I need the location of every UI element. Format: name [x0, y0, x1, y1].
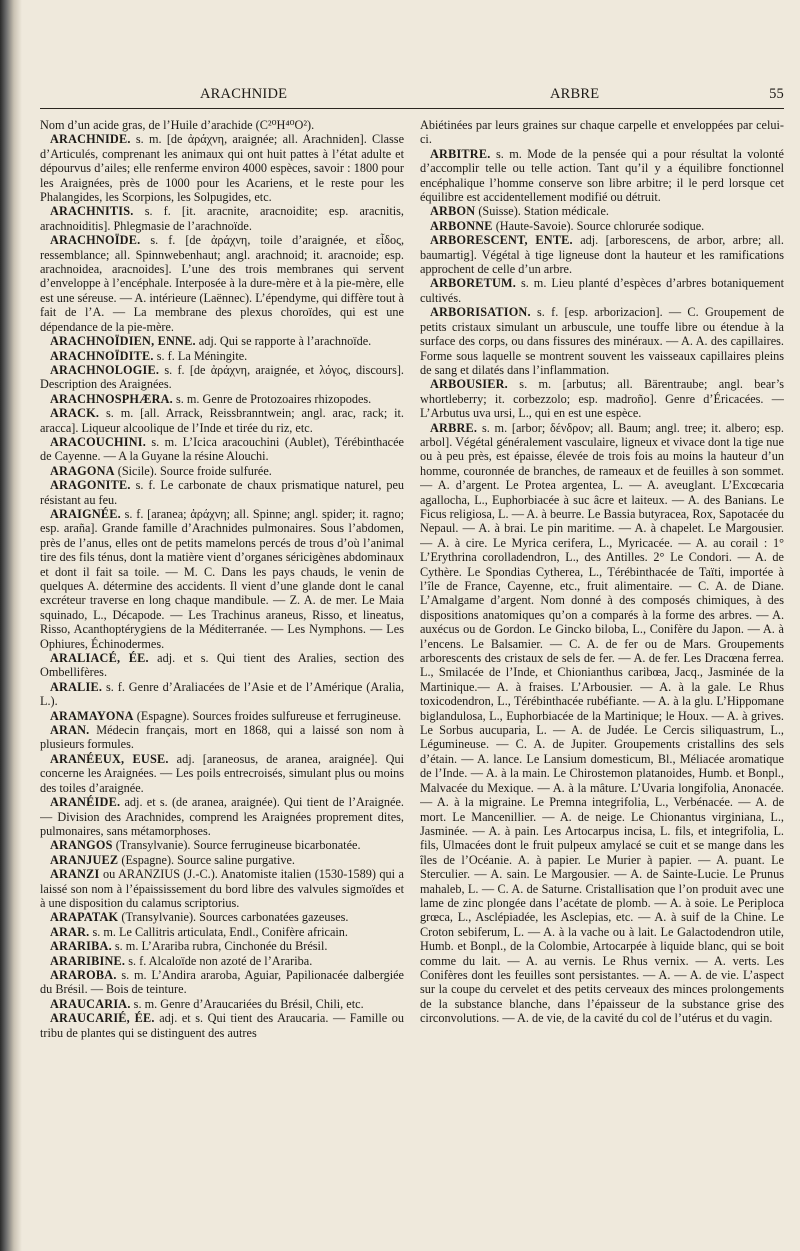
entry-headword: ARACK. — [50, 406, 100, 421]
dictionary-entry — [40, 651, 404, 680]
entry-text: s. f. [de ἀράχνη, araignée, et λόγος, discours]. Description des Araignées. — [40, 362, 404, 392]
entry-text: s. m. L’Icica aracouchini (Aublet), Térébinthacée de Cayenne. — A la Guyane la résine Alouchi. — [40, 434, 404, 464]
dictionary-entry — [40, 1011, 404, 1040]
dictionary-entry — [40, 752, 404, 795]
dictionary-entry — [420, 233, 784, 276]
dictionary-entry — [420, 377, 784, 420]
entry-headword: ARARIBA. — [50, 939, 112, 954]
entry-text: s. f. [esp. arborizacion]. — C. Groupement de petits cristaux simulant un arbuscule, une touffe libre ou étendue à la surface des corps, ou dans fissures des minéraux. — A. A. des capillaires. Forme sous laquelle se montrent souvent les vaisseaux capillaires pleins de sang et dilatés dans l’inflammation. — [420, 305, 784, 377]
dictionary-entry — [40, 925, 404, 939]
entry-text: adj. et s. Qui tient des Aralies, section des Ombellifères. — [40, 651, 404, 680]
entry-headword: ARANZI — [50, 867, 100, 882]
dictionary-entry — [420, 204, 784, 218]
entry-headword: ARAIGNÉE. — [50, 506, 121, 521]
entry-headword: ARALIE. — [50, 679, 103, 694]
entry-text: (Transylvanie). Sources carbonatées gazeuses. — [121, 910, 349, 925]
entry-headword: ARAGONITE. — [50, 478, 131, 493]
entry-text: s. m. Genre de Protozoaires rhizopodes. — [175, 391, 372, 406]
entry-text: adj. [araneosus, de aranea, araignée]. Qui concerne les Araignées. — Les poils entrecroisés, simulant plus ou moins des toiles d’araignée. — [40, 751, 404, 795]
entry-headword: ARAROBA. — [50, 967, 117, 982]
dictionary-entry — [40, 867, 404, 910]
entry-headword: ARBORISATION. — [430, 305, 531, 320]
entry-headword: ARACHNOÏDITE. — [50, 348, 154, 363]
dictionary-entry — [40, 464, 404, 478]
entry-headword: ARANJUEZ — [50, 852, 119, 867]
entry-headword: ARBORETUM. — [430, 276, 517, 291]
dictionary-entry — [40, 204, 404, 233]
entry-headword: ARALIACÉ, ÉE. — [50, 651, 149, 666]
entry-text: s. m. [all. Arrack, Reissbranntwein; angl. arac, rack; it. aracca]. Liqueur alcoolique de l’Inde et tirée du riz, etc. — [40, 406, 404, 435]
entry-text: s. m. [arbor; δένδρον; all. Baum; angl. tree; it. albero; esp. arbol]. Végétal généralement vasculaire, ligneux et vivace dont la tige nue ou à peu près, est épaisse, élevée de trois fois au moins la hauteur d’un homme, couronnée de branches, de rameaux et de feuilles à son sommet. — A. d’argent. Le Protea argentea, L. — A. aveuglant. L’Excœcaria agallocha, L., Euphorbiacée à suc âcre et laiteux. — A. des Banians. Le Ficus religiosa, L. — A. à beurre. Le Bassia butyracea, Rox, Sapotacée du Nepaul. — A. à brai. Le pin maritime. — A. à chapelet. Le Margousier. — A. à cire. Le Myrica cerifera, L., Myricacée. — A. au corail : 1° L’Erythrina corolladendron, L., des Antilles. 2° Le Condori. — A. de Cythère. Le Spondias Cytherea, L., Térébinthacée de Taïti, importée à l’île de France, Cayenne, etc., fruit alimentaire. — C. A. de Diane. L’Amalgame d’argent. Nom donné à des composés chimiques, à des dispositions anatomiques qu’on a comparés à la forme des arbres. — A. auxécus ou de Gordon. Le Gincko biloba, L., Conifère du Japon. — A. à l’encens. Le Balsamier. — C. A. de fer ou de Mars. Groupements arborescents des cristaux de sels de fer. — A. de fer. Les Dracœna ferrea. L., Smilacée de l’Inde, et Chionianthus caribœa, Jacq., Jasminée de la Martinique.— A. à fraises. L’Arbousier. — A. à la gale. Le Rhus toxicodendron, L., Térébinthacée rubéfiante. — A. à la glu. L’Hippomane biglandulosa, L., Euphorbiacée de la Martinique; le Houx. — A. à grives. Le Sorbus aucuparia, L. — A. de Judée. Le Cercis siliquastrum, L., Légumineuse. — C. A. de Jupiter. Groupements cristallins des sels d’étain. — A. lance. Le Lansium domesticum, Bl., Méliacée aromatique de l’Inde. — A. à la main. Le Chirostemon platanoides, Humb. et Bonpl., Malvacée du Mexique. — A. à la mâture. L’Uvaria longifolia, Anonacée. — A. à la migraine. Le Premna integrifolia, L., Verbénacée. — A. de mort. Le Mancenillier. — A. de neige. Le Chionantus virginiana, L., Jasminée. — A. à pain. Les Artocarpus incisa, L. fils, et integrifolia, L. fils, Ulmacées dont le fruit pulpeux amylacé se cuit et se mange dans les îles de l’Océanie. A. à papier. Le Murier à papier. — A. puant. Le Sterculier. — A. sain. Le Margousier. — A. de Sainte-Lucie. Le Prunus mahaleb, L. — C. A. de Saturne. Cristallisation que l’on produit avec une lame de zinc plongée dans l’acétate de plomb. — A. à soie. Le Periploca grœca, L., Asclépiadée, les Asclepias, etc. — A. à suif de la Chine. Le Croton sebiferum, L. — A. à la vache ou à lait. Le Galactodendron utile, Humb. et Bonpl., de la Colombie, Artocarpée à liquide blanc, qui se boit comme du lait. — A. au vernis. Le Rhus vernix. — A. verts. Les Conifères dont les feuilles sont persistantes. — A. — A. de vie. L’aspect sur la coupe du cervelet et des petits cerveaux des minces prolongements de la substance blanche, dans l’épaisseur de la substance grise des circonvolutions. — A. de vie, de la cavité du col de l’utérus et du vagin. — [420, 420, 784, 1026]
entry-headword: ARACHNIDE. — [50, 132, 131, 147]
binding-gutter — [0, 0, 22, 1251]
entry-text: s. f. [it. aracnite, aracnoidite; esp. aracnitis, arachnoiditis]. Phlegmasie de l’arachnoïde. — [40, 204, 404, 233]
dictionary-entry — [40, 392, 404, 406]
entry-text: (Espagne). Source saline purgative. — [121, 852, 295, 867]
left-column — [40, 118, 404, 1211]
dictionary-entry — [420, 118, 784, 147]
entry-text: Nom d’un acide gras, de l’Huile d’arachide (C²⁰H⁴⁰O²). — [40, 118, 315, 132]
dictionary-entry — [420, 219, 784, 233]
entry-headword: ARAMAYONA — [50, 708, 134, 723]
entry-text: (Sicile). Source froide sulfurée. — [117, 463, 272, 478]
entry-headword: ARAUCARIÉ, ÉE. — [50, 1011, 155, 1026]
dictionary-entry — [40, 723, 404, 752]
right-column — [420, 118, 784, 1211]
dictionary-entry — [40, 968, 404, 997]
dictionary-entry — [420, 276, 784, 305]
entry-headword: ARBONNE — [430, 218, 493, 233]
entry-headword: ARAN. — [50, 723, 90, 738]
dictionary-entry — [40, 363, 404, 392]
dictionary-entry — [40, 435, 404, 464]
entry-headword: ARACHNITIS. — [50, 204, 134, 219]
dictionary-entry — [420, 421, 784, 1026]
entry-headword: ARANGOS — [50, 838, 113, 853]
entry-text: s. m. Genre d’Araucariées du Brésil, Chili, etc. — [133, 996, 364, 1011]
entry-text: s. m. Le Callitris articulata, Endl., Conifère africain. — [92, 924, 348, 939]
entry-text: s. f. Alcaloïde non azoté de l’Arariba. — [128, 953, 313, 968]
entry-text: s. m. L’Andira araroba, Aguiar, Papilionacée dalbergiée du Brésil. — Bois de teinture. — [40, 967, 404, 997]
entry-headword: ARAR. — [50, 924, 90, 939]
dictionary-entry — [40, 118, 404, 132]
entry-headword: ARACOUCHINI. — [50, 434, 146, 449]
dictionary-entry — [40, 838, 404, 852]
entry-text: s. m. L’Arariba rubra, Cinchonée du Brésil. — [114, 939, 328, 954]
entry-text: s. m. Mode de la pensée qui a pour résultat la volonté d’accomplir telle ou telle action. Tant qu’il y a équilibre fonctionnel encéphalique l’homme conserve son libre arbitre; il le perd lorsque cet équilibre est accidentellement modifié ou détruit. — [420, 146, 784, 205]
entry-text: s. m. [de ἀράχνη, araignée; all. Arachniden]. Classe d’Articulés, comprenant les animaux qui ont huit pattes à l’état adulte et dépourvus d’ailes; elle renferme environ 4000 espèces, savoir : 1800 pour les Araignées, près de 1000 pour les Acariens, et le reste pour les Phalangides, les Scorpions, les Solpugides, etc. — [40, 132, 404, 205]
entry-text: s. f. Le carbonate de chaux prismatique naturel, peu résistant au feu. — [40, 478, 404, 507]
dictionary-entry — [40, 132, 404, 204]
entry-text: adj. Qui se rapporte à l’arachnoïde. — [198, 334, 372, 349]
entry-headword: ARBORESCENT, ENTE. — [430, 233, 573, 248]
dictionary-entry — [40, 406, 404, 435]
dictionary-entry — [40, 680, 404, 709]
dictionary-entry — [420, 305, 784, 377]
dictionary-entry — [40, 939, 404, 953]
entry-headword: ARANÉEUX, EUSE. — [50, 751, 169, 766]
entry-headword: ARAUCARIA. — [50, 996, 131, 1011]
entry-headword: ARAGONA — [50, 463, 115, 478]
entry-headword: ARBON — [430, 204, 476, 219]
entry-text: (Espagne). Sources froides sulfureuse et ferrugineuse. — [136, 708, 402, 723]
dictionary-entry — [40, 910, 404, 924]
entry-text: adj. et s. Qui tient des Araucaria. — Famille ou tribu de plantes qui se distinguent des autres — [40, 1011, 404, 1040]
entry-text: ou ARANZIUS (J.-C.). Anatomiste italien (1530-1589) qui a laissé son nom à l’épaississement du bord libre des valvules sigmoïdes et à une disposition du calamus scriptorius. — [40, 867, 404, 910]
entry-text: s. f. Genre d’Araliacées de l’Asie et de l’Amérique (Aralia, L.). — [40, 679, 404, 709]
entry-text: s. m. Lieu planté d’espèces d’arbres botaniquement cultivés. — [420, 276, 784, 305]
dictionary-entry — [40, 334, 404, 348]
entry-text: (Haute-Savoie). Source chlorurée sodique. — [495, 218, 705, 233]
entry-text: s. m. [arbutus; all. Bärentraube; angl. bear’s whortleberry; it. corbezzolo; esp. madroño]. Genre d’Éricacées. — L’Arbutus uva ursi, L., qui en est une espèce. — [420, 377, 784, 421]
dictionary-entry — [40, 709, 404, 723]
entry-headword: ARBOUSIER. — [430, 377, 508, 392]
dictionary-entry — [40, 997, 404, 1011]
dictionary-entry — [40, 478, 404, 507]
dictionary-entry — [40, 954, 404, 968]
dictionary-entry — [40, 507, 404, 651]
entry-headword: ARACHNOSPHÆRA. — [50, 391, 173, 406]
entry-headword: ARBITRE. — [430, 146, 491, 161]
entry-text: s. f. [aranea; ἀράχνη; all. Spinne; angl. spider; it. ragno; esp. araña]. Grande famille d’Arachnides pulmonaires. Sous l’abdomen, près de l’anus, elles ont de petits mamelons percés de trous d’où l’animal tire des fils ténus, dont la matière vient d’organes séricigènes abdominaux et dont il fait sa toile. — M. C. Dans les pays chauds, le venin de quelques A. détermine des accidents. Il vient d’une glande dont le canal excréteur traverse en long chaque mandibule. — Z. A. de mer. Le Maia squinado, L., Décapode. — Les Trachinus araneus, Risso, et lineatus, Risso, Acanthoptérygiens de la Méditerranée. — Les Nymphons. — Les Ophiures, Échinodermes. — [40, 506, 404, 651]
dictionary-entry — [420, 147, 784, 205]
entry-headword: ARACHNOÏDE. — [50, 233, 141, 248]
entry-text: s. f. [de ἀράχνη, toile d’araignée, et εἶδος, ressemblance; all. Spinnwebenhaut; angl. arachnoid; it. aracnoide; esp. arachnoidea, aracnoides]. L’une des trois membranes qui servent d’enveloppe à l’encéphale. Interposée à la dure-mère et à la pie-mère, elle est une séreuse. — A. intérieure (Laënnec). L’épendyme, qui diffère tout à fait de l’A. — La membrane des plexus choroïdes, qui est une dépendance de la pie-mère. — [40, 233, 404, 334]
dictionary-entry — [40, 853, 404, 867]
dictionary-entry — [40, 233, 404, 334]
dictionary-entry — [40, 349, 404, 363]
dictionary-entry — [40, 795, 404, 838]
entry-text: Médecin français, mort en 1868, qui a laissé son nom à plusieurs formules. — [40, 723, 404, 752]
running-head-right: ARBRE — [550, 86, 600, 102]
header-rule — [40, 108, 784, 109]
entry-text: (Transylvanie). Source ferrugineuse bicarbonatée. — [115, 838, 361, 853]
entry-text: (Suisse). Station médicale. — [478, 204, 609, 219]
entry-headword: ARACHNOLOGIE. — [50, 362, 160, 377]
running-head-left: ARACHNIDE — [200, 86, 288, 102]
entry-text: adj. [arborescens, de arbor, arbre; all. baumartig]. Végétal à tige ligneuse dont la hauteur et les ramifications approchent de celle d’un arbre. — [420, 233, 784, 277]
entry-headword: ARANÉIDE. — [50, 795, 121, 810]
text-columns — [40, 118, 784, 1211]
entry-headword: ARBRE. — [430, 420, 478, 435]
entry-text: adj. et s. (de aranea, araignée). Qui tient de l’Araignée. — Division des Arachnides, comprend les Araignées proprement dites, pulmonaires, sans métamorphoses. — [40, 795, 404, 838]
entry-text: Abiétinées par leurs graines sur chaque carpelle et enveloppées par celui-ci. — [420, 118, 784, 147]
entry-headword: ARACHNOÏDIEN, ENNE. — [50, 334, 196, 349]
dictionary-page — [30, 0, 792, 1251]
entry-headword: ARAPATAK — [50, 910, 119, 925]
entry-headword: ARARIBINE. — [50, 953, 126, 968]
entry-text: s. f. La Méningite. — [156, 348, 248, 363]
page-number: 55 — [769, 86, 784, 102]
